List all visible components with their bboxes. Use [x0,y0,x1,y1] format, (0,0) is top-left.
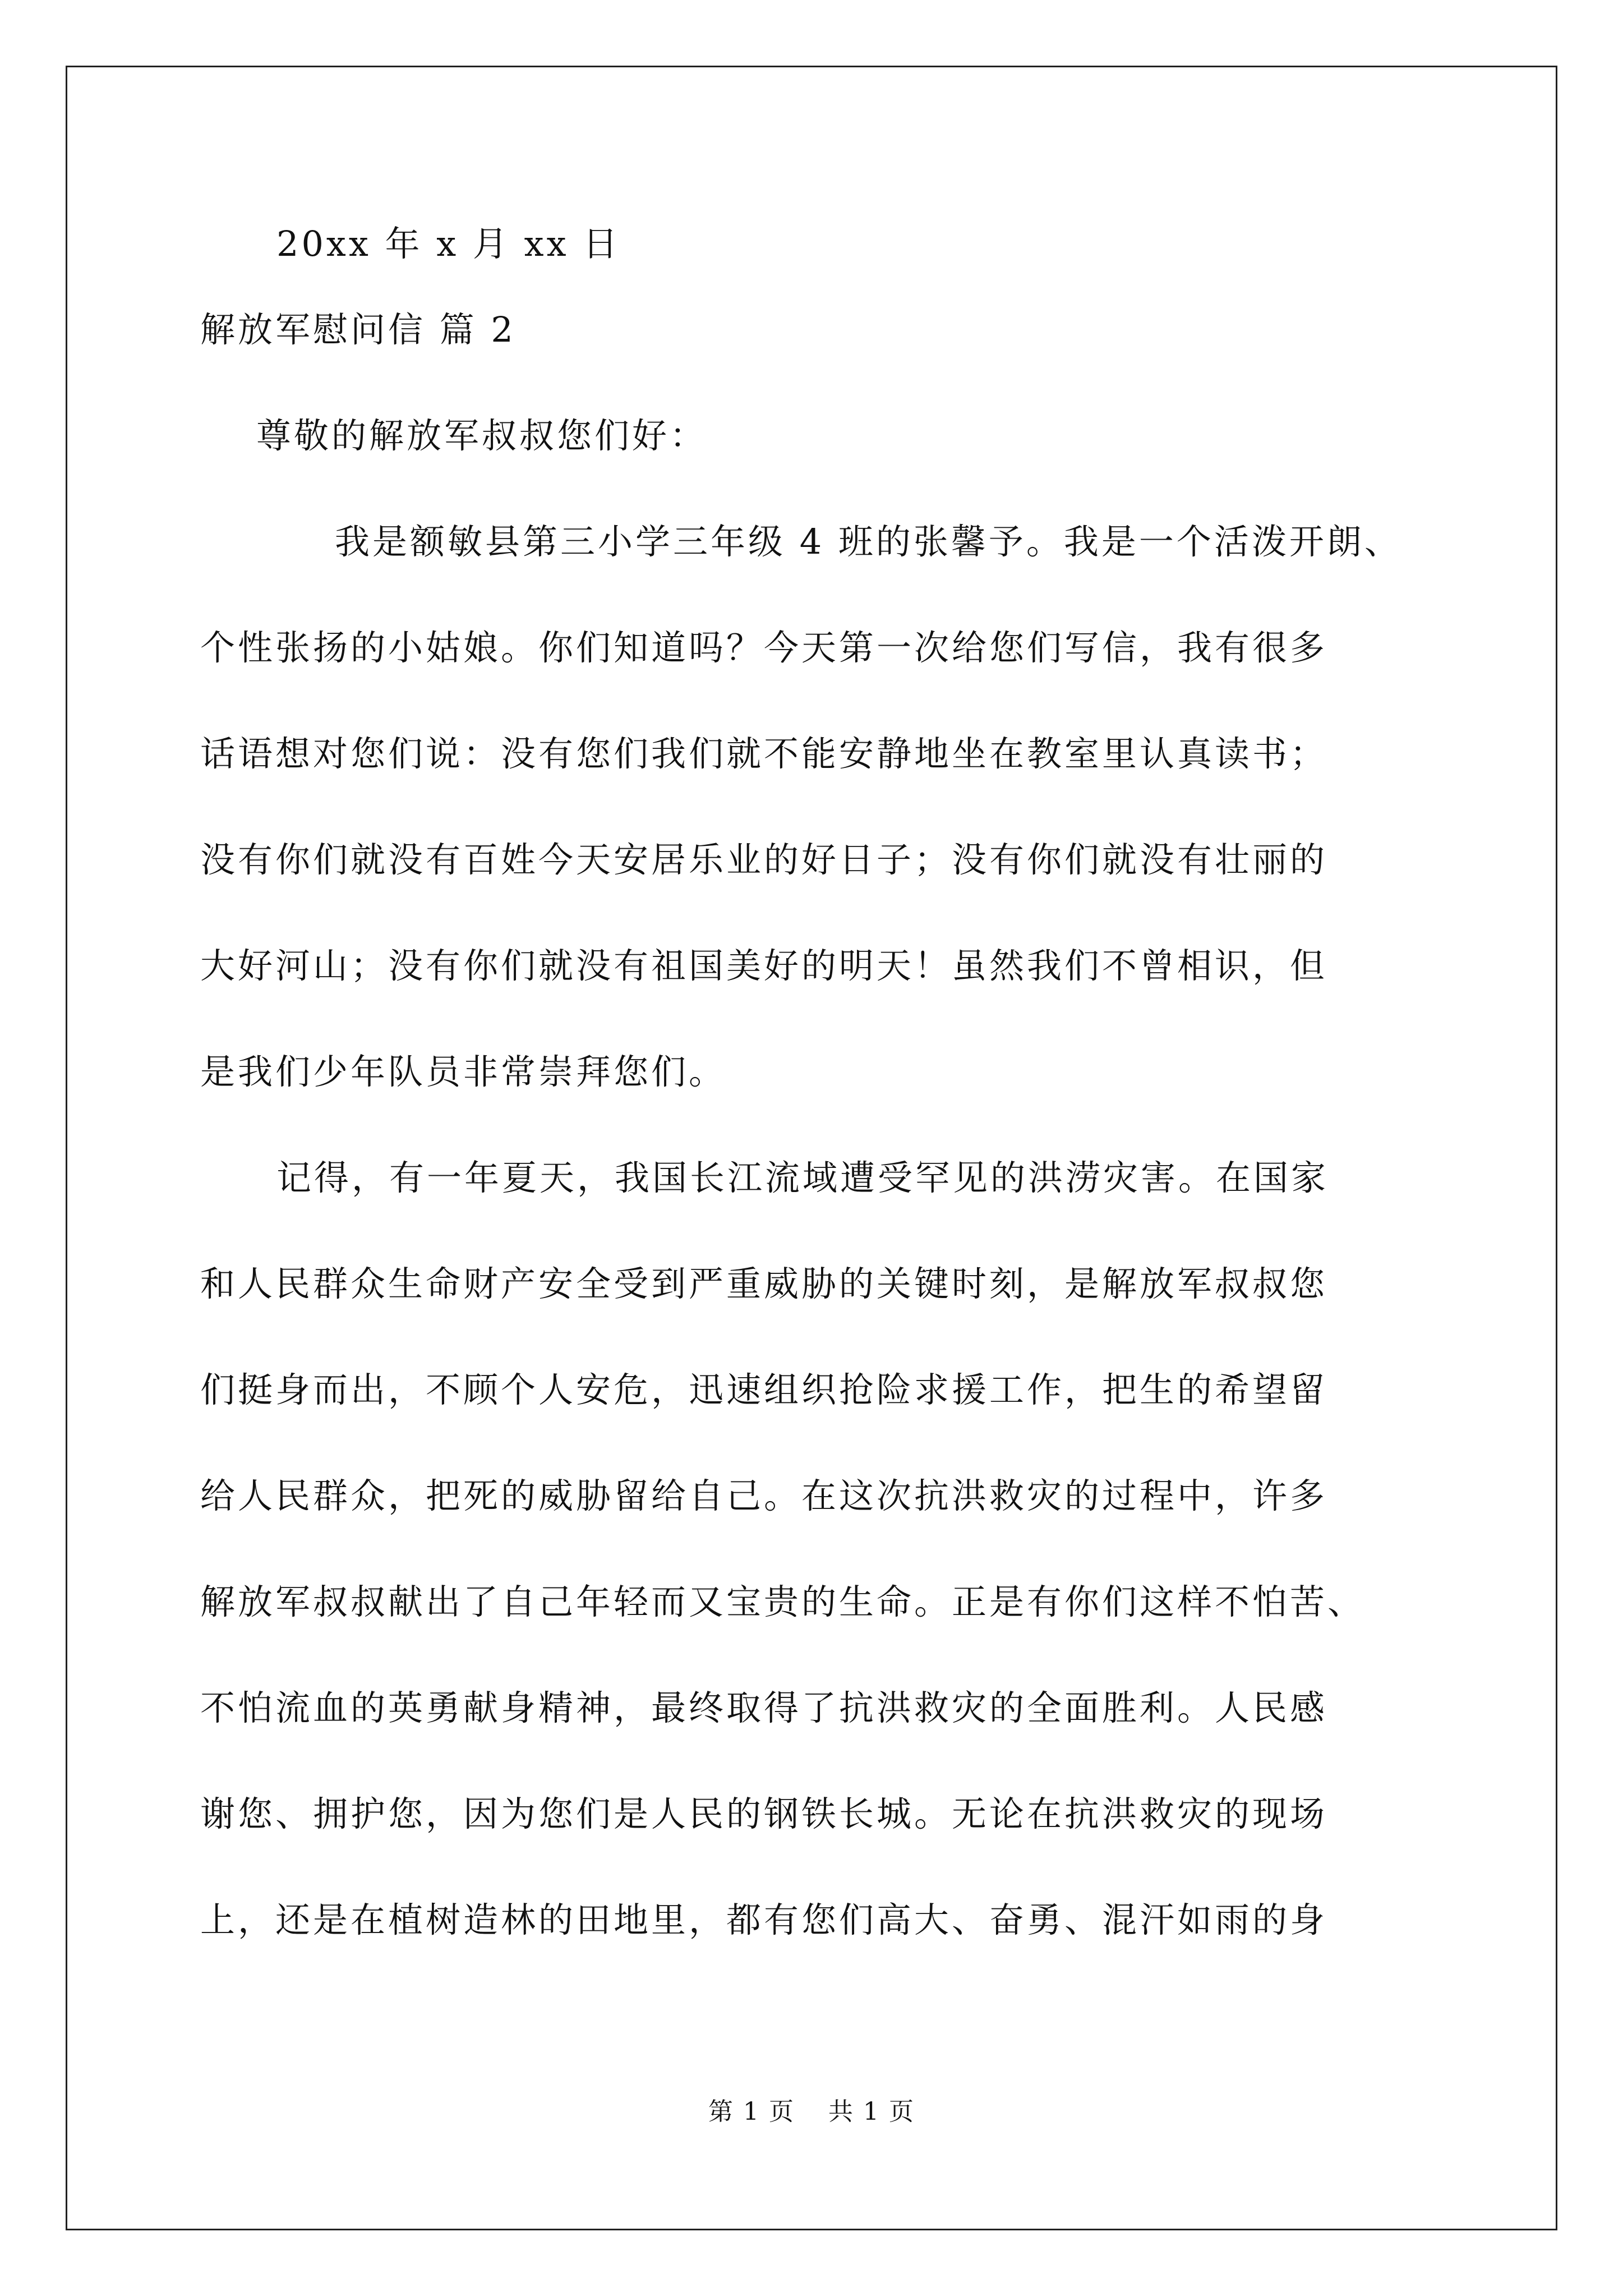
paragraph-line: 我是额敏县第三小学三年级 4 班的张馨予。我是一个活泼开朗、 [335,521,1402,562]
paragraph-line: 话语想对您们说：没有您们我们就不能安静地坐在教室里认真读书； [200,733,1328,774]
page-total: 共 1 页 [828,2097,915,2126]
paragraph-line: 大好河山；没有你们就没有祖国美好的明天！虽然我们不曾相识，但 [200,945,1328,986]
page-footer [0,2095,1623,2129]
paragraph-line: 给人民群众，把死的威胁留给自己。在这次抗洪救灾的过程中，许多 [200,1475,1328,1516]
document-body [200,222,1423,1943]
paragraph-line: 谢您、拥护您，因为您们是人民的钢铁长城。无论在抗洪救灾的现场 [200,1793,1328,1834]
page-number: 第 1 页 [708,2097,795,2126]
paragraph-line: 们挺身而出，不顾个人安危，迅速组织抢险求援工作，把生的希望留 [200,1369,1328,1410]
paragraph-line: 个性张扬的小姑娘。你们知道吗？今天第一次给您们写信，我有很多 [200,627,1328,668]
letter-title: 解放军慰问信 篇 2 [200,309,516,350]
letter-salutation: 尊敬的解放军叔叔您们好： [256,415,708,456]
paragraph-line: 解放军叔叔献出了自己年轻而又宝贵的生命。正是有你们这样不怕苦、 [200,1581,1366,1622]
paragraph-line: 是我们少年队员非常崇拜您们。 [200,1051,727,1092]
paragraph-1 [200,519,1423,1094]
paragraph-2 [200,1156,1423,1943]
paragraph-line: 和人民群众生命财产安全受到严重威胁的关键时刻，是解放军叔叔您 [200,1263,1328,1304]
paragraph-line: 没有你们就没有百姓今天安居乐业的好日子；没有你们就没有壮丽的 [200,839,1328,880]
letter-date: 20xx 年 x 月 xx 日 [276,223,621,264]
paragraph-line: 上，还是在植树造林的田地里，都有您们高大、奋勇、混汗如雨的身 [200,1899,1328,1940]
paragraph-line: 记得，有一年夏天，我国长江流域遭受罕见的洪涝灾害。在国家 [276,1157,1329,1198]
paragraph-line: 不怕流血的英勇献身精神，最终取得了抗洪救灾的全面胜利。人民感 [200,1687,1328,1728]
